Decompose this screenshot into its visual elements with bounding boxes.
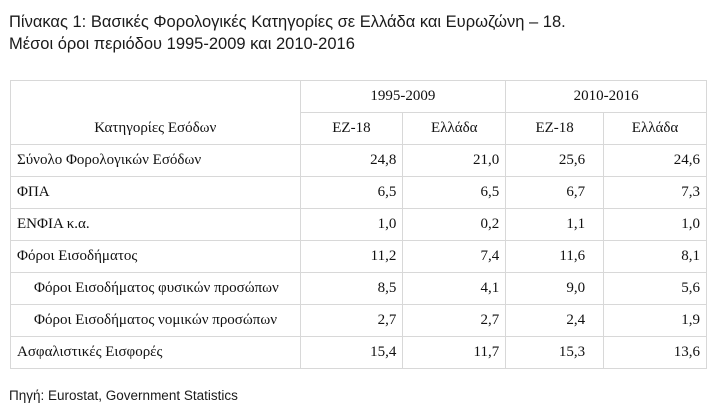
period-header-row bbox=[11, 81, 707, 113]
table-row bbox=[11, 273, 707, 305]
table-title bbox=[9, 11, 719, 55]
cell-value: 4,1 bbox=[403, 273, 506, 305]
cell-value: 24,8 bbox=[300, 145, 403, 177]
category-header: Κατηγορίες Εσόδων bbox=[11, 113, 301, 145]
row-label: Σύνολο Φορολογικών Εσόδων bbox=[11, 145, 301, 177]
table-row bbox=[11, 305, 707, 337]
cell-value: 11,6 bbox=[506, 241, 604, 273]
cell-value: 8,5 bbox=[300, 273, 403, 305]
header-blank-cell bbox=[11, 81, 301, 113]
cell-value: 5,6 bbox=[604, 273, 707, 305]
column-header-row bbox=[11, 113, 707, 145]
table-row bbox=[11, 145, 707, 177]
cell-value: 11,2 bbox=[300, 241, 403, 273]
cell-value: 25,6 bbox=[506, 145, 604, 177]
row-label: Φόροι Εισοδήματος νομικών προσώπων bbox=[11, 305, 301, 337]
cell-value: 15,3 bbox=[506, 337, 604, 369]
column-header-greece-p1: Ελλάδα bbox=[403, 113, 506, 145]
column-header-ez18-p1: ΕΖ-18 bbox=[300, 113, 403, 145]
cell-value: 1,9 bbox=[604, 305, 707, 337]
cell-value: 7,3 bbox=[604, 177, 707, 209]
cell-value: 21,0 bbox=[403, 145, 506, 177]
cell-value: 13,6 bbox=[604, 337, 707, 369]
cell-value: 2,7 bbox=[300, 305, 403, 337]
period-header-1995-2009: 1995-2009 bbox=[300, 81, 506, 113]
period-header-2010-2016: 2010-2016 bbox=[506, 81, 707, 113]
table-row bbox=[11, 337, 707, 369]
cell-value: 24,6 bbox=[604, 145, 707, 177]
row-label: ΦΠΑ bbox=[11, 177, 301, 209]
cell-value: 9,0 bbox=[506, 273, 604, 305]
title-line-1: Πίνακας 1: Βασικές Φορολογικές Κατηγορίες σε Ελλάδα και Ευρωζώνη – 18. bbox=[9, 13, 566, 31]
cell-value: 6,5 bbox=[403, 177, 506, 209]
cell-value: 7,4 bbox=[403, 241, 506, 273]
cell-value: 6,7 bbox=[506, 177, 604, 209]
cell-value: 2,7 bbox=[403, 305, 506, 337]
table-row bbox=[11, 177, 707, 209]
table-row bbox=[11, 209, 707, 241]
table-row bbox=[11, 241, 707, 273]
column-header-ez18-p2: ΕΖ-18 bbox=[506, 113, 604, 145]
cell-value: 8,1 bbox=[604, 241, 707, 273]
cell-value: 1,0 bbox=[300, 209, 403, 241]
cell-value: 1,1 bbox=[506, 209, 604, 241]
row-label: Φόροι Εισοδήματος φυσικών προσώπων bbox=[11, 273, 301, 305]
row-label: Ασφαλιστικές Εισφορές bbox=[11, 337, 301, 369]
title-line-2: Μέσοι όροι περιόδου 1995-2009 και 2010-2016 bbox=[9, 35, 355, 53]
cell-value: 6,5 bbox=[300, 177, 403, 209]
column-header-greece-p2: Ελλάδα bbox=[604, 113, 707, 145]
cell-value: 1,0 bbox=[604, 209, 707, 241]
row-label: Φόροι Εισοδήματος bbox=[11, 241, 301, 273]
cell-value: 2,4 bbox=[506, 305, 604, 337]
tax-categories-table bbox=[10, 80, 707, 369]
row-label: ΕΝΦΙΑ κ.α. bbox=[11, 209, 301, 241]
cell-value: 11,7 bbox=[403, 337, 506, 369]
source-note: Πηγή: Eurostat, Government Statistics bbox=[9, 388, 238, 403]
cell-value: 0,2 bbox=[403, 209, 506, 241]
cell-value: 15,4 bbox=[300, 337, 403, 369]
